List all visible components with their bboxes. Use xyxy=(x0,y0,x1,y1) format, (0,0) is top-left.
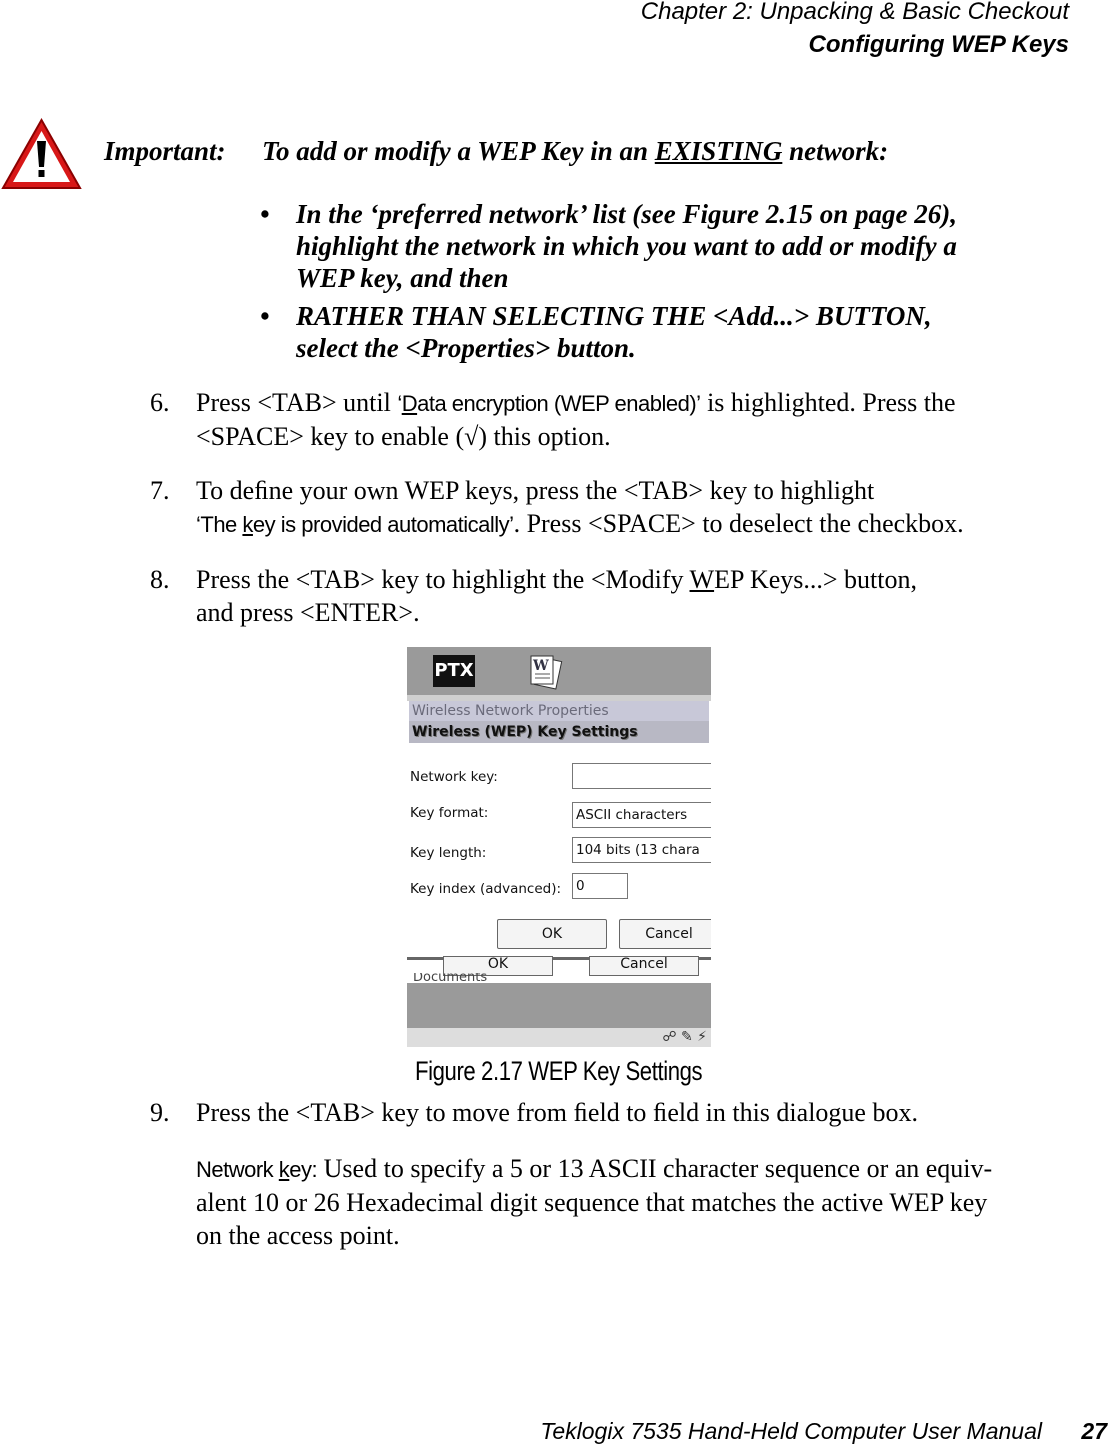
network-key-label: Network key: xyxy=(410,769,498,785)
key-length-label: Key length: xyxy=(410,845,487,861)
svg-text:W: W xyxy=(533,658,549,674)
behind-cancel-button: Cancel xyxy=(589,956,699,976)
existing-emphasis: EXISTING xyxy=(654,136,783,166)
step-number: 9. xyxy=(150,1098,170,1127)
important-label: Important: xyxy=(104,136,226,166)
power-icon[interactable]: ⚡ xyxy=(697,1029,707,1045)
behind-ok-button: OK xyxy=(443,956,553,976)
ok-button[interactable]: OK xyxy=(497,919,607,949)
bullet-1: In the ‘preferred network’ list (see Figure 2.15 on page 26), highlight the network in which you want to add or modify a WEP key, and then xyxy=(296,199,957,293)
step-9-text: Press the <TAB> key to move from ﬁeld to ﬁeld in this dialogue box. xyxy=(196,1098,918,1127)
bullet-2: RATHER THAN SELECTING THE <Add...> BUTTON, select the <Properties> button. xyxy=(296,301,932,363)
key-format-label: Key format: xyxy=(410,805,489,821)
dialog-title: Wireless (WEP) Key Settings xyxy=(409,721,709,743)
wep-key-settings-screenshot xyxy=(407,647,711,1047)
network-key-input[interactable] xyxy=(572,763,711,789)
step-number: 8. xyxy=(150,565,170,594)
step-number: 6. xyxy=(150,388,170,417)
key-format-select[interactable]: ASCII characters xyxy=(572,802,711,828)
cancel-button[interactable]: Cancel xyxy=(619,919,711,949)
system-tray xyxy=(407,1028,711,1047)
step-6-text: Press <TAB> until ‘Data encryption (WEP enabled)’ is highlighted. Press the <SPACE> key to enable (√) this option. xyxy=(196,388,956,451)
word-document-icon[interactable] xyxy=(525,653,565,691)
network-key-term: Network key: xyxy=(196,1157,318,1182)
bullet-marker: • xyxy=(260,199,270,229)
key-length-select[interactable]: 104 bits (13 chara xyxy=(572,837,711,863)
edit-icon[interactable]: ✎ xyxy=(680,1029,693,1045)
key-index-label: Key index (advanced): xyxy=(410,881,562,897)
running-header-chapter: Chapter 2: Unpacking & Basic Checkout xyxy=(640,0,1069,25)
figure-caption: Figure 2.17 WEP Key Settings xyxy=(415,1056,703,1086)
page-number: 27 xyxy=(1081,1418,1107,1444)
behind-dialog-title: Wireless Network Properties xyxy=(409,701,709,721)
network-icon[interactable]: ☍ xyxy=(662,1029,677,1045)
footer-title: Teklogix 7535 Hand-Held Computer User Manual xyxy=(540,1418,1042,1444)
device-title-bar xyxy=(407,647,711,695)
running-header-section: Configuring WEP Keys xyxy=(808,31,1069,58)
step-8-text: Press the <TAB> key to highlight the <Modify WEP Keys...> button, and press <ENTER>. xyxy=(196,565,917,627)
documents-label: Documents xyxy=(413,973,488,982)
key-index-input[interactable]: 0 xyxy=(572,873,628,899)
step-number: 7. xyxy=(150,476,170,505)
ptx-logo: PTX xyxy=(433,655,475,687)
important-text: To add or modify a WEP Key in an EXISTING network: xyxy=(262,136,889,166)
warning-icon xyxy=(0,117,83,191)
bullet-marker: • xyxy=(260,301,270,331)
network-key-description: Network key: Used to specify a 5 or 13 ASCII character sequence or an equiv- alent 10 or 26 Hexadecimal digit sequence that matches the active WEP key on the access point. xyxy=(196,1154,993,1250)
step-7-text: To deﬁne your own WEP keys, press the <TAB> key to highlight ‘The key is provided automatically’. Press <SPACE> to deselect the checkbox. xyxy=(196,476,964,538)
